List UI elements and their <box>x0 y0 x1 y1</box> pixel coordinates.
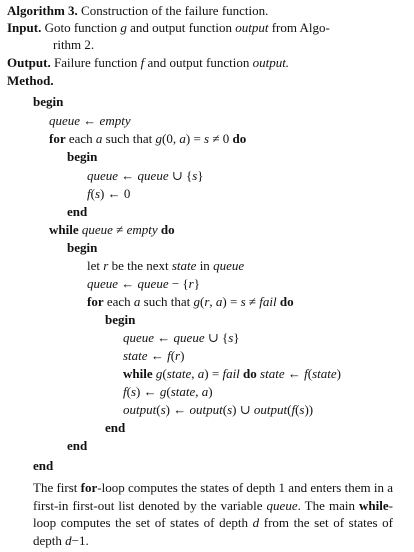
algorithm-label: Algorithm 3. <box>7 3 78 18</box>
code-line: state ← f(r) <box>123 348 185 363</box>
paragraph-text: −1. <box>71 532 89 548</box>
code-line: queue ← queue ∪ {s} <box>87 168 204 183</box>
paragraph-text: The first <box>33 480 78 495</box>
input-g: g <box>120 20 127 35</box>
code-line: for each a such that g(0, a) = s ≠ 0 do <box>49 131 247 146</box>
code-line: while queue ≠ empty do <box>49 222 175 237</box>
algorithm-title: Construction of the failure function. <box>81 3 269 18</box>
code-line: begin <box>67 240 98 255</box>
code-line: begin <box>33 94 64 109</box>
depth-variable: d <box>65 532 72 548</box>
queue-variable: queue <box>266 497 298 513</box>
output-f: f <box>140 55 145 70</box>
output-line <box>7 54 289 71</box>
input-line <box>7 19 330 36</box>
output-output: output. <box>252 55 290 70</box>
code-line: f(s) ← g(state, a) <box>123 384 213 399</box>
code-line: end <box>33 458 54 473</box>
paragraph-text: . The main <box>297 497 355 513</box>
output-text: Failure function <box>53 55 138 70</box>
method-label: Method. <box>7 73 54 88</box>
input-text: and output function <box>130 20 232 35</box>
input-text: rithm 2. <box>53 37 95 52</box>
code-line: let r be the next state in queue <box>87 258 245 273</box>
input-label: Input. <box>7 20 42 35</box>
code-line: output(s) ← output(s) ∪ output(f(s)) <box>123 402 314 417</box>
algorithm-heading <box>7 2 268 19</box>
output-label: Output. <box>7 55 51 70</box>
explanation-paragraph <box>33 479 393 549</box>
code-line: end <box>67 438 88 453</box>
for-keyword: for <box>80 480 98 495</box>
paragraph-text: -loop computes the set of states of depth <box>33 497 393 530</box>
input-text: Goto function <box>44 20 118 35</box>
code-line: end <box>67 204 88 219</box>
input-text: from Algo- <box>271 20 330 35</box>
code-line: end <box>105 420 126 435</box>
code-line: begin <box>105 312 136 327</box>
code-line: f(s) ← 0 <box>87 186 131 201</box>
code-line: queue ← empty <box>49 113 131 128</box>
paragraph-text: -loop computes the states of depth 1 and enters them in a first-in first-out list denoted by the variable <box>33 480 393 513</box>
code-line: queue ← queue ∪ {s} <box>123 330 240 345</box>
output-text: and output function <box>147 55 250 70</box>
code-line: while g(state, a) = fail do state ← f(state) <box>123 366 341 381</box>
code-line: queue ← queue − {r} <box>87 276 200 291</box>
input-output: output <box>235 20 269 35</box>
while-keyword: while <box>359 497 389 513</box>
paragraph-text: from the set of states of depth <box>33 515 393 548</box>
code-line: begin <box>67 149 98 164</box>
input-continuation <box>53 36 94 53</box>
code-line: for each a such that g(r, a) = s ≠ fail do <box>87 294 294 309</box>
depth-variable: d <box>252 515 260 530</box>
